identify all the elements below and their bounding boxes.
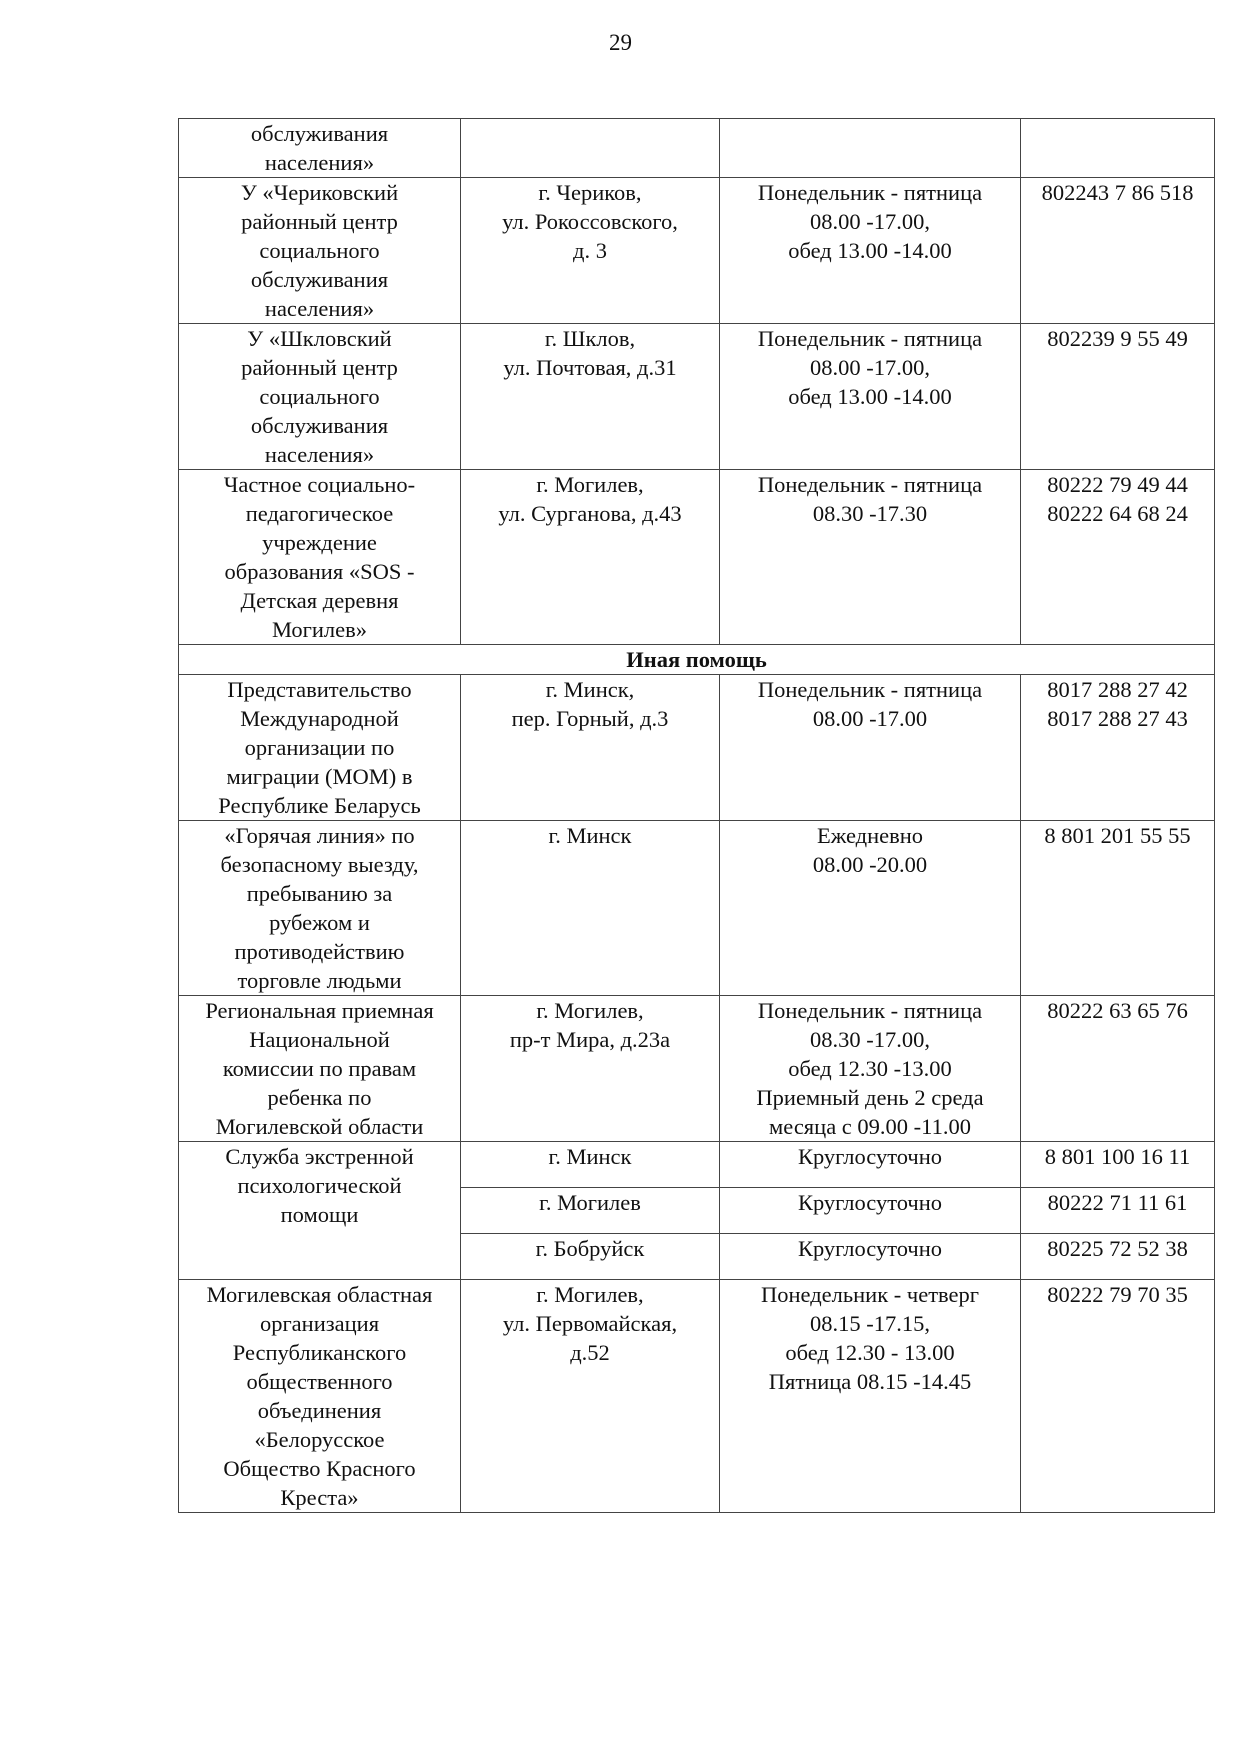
- hours-cell: [720, 1188, 1021, 1234]
- cell-line: Республиканского: [232, 1340, 407, 1365]
- cell-line: Приемный день 2 среда: [756, 1085, 984, 1110]
- cell-line: торговле людьми: [237, 968, 402, 993]
- cell-line: рубежом и: [269, 910, 370, 935]
- org-name-cell: [179, 119, 461, 178]
- cell-line: безопасному выезду,: [220, 852, 419, 877]
- hours-cell: [720, 821, 1021, 996]
- phone-cell: [1021, 821, 1215, 996]
- phone-cell: [1021, 675, 1215, 821]
- phone-cell: [1021, 1142, 1215, 1188]
- hours-cell: [720, 119, 1021, 178]
- cell-line: Понедельник - пятница: [757, 180, 983, 205]
- address-cell: [461, 119, 720, 178]
- section-header-row: [179, 645, 1215, 675]
- address-cell: [461, 324, 720, 470]
- hours-cell: [720, 178, 1021, 324]
- address-cell: [461, 470, 720, 645]
- cell-line: 80222 63 65 76: [1047, 998, 1188, 1023]
- cell-line: 80225 72 52 38: [1047, 1236, 1188, 1261]
- cell-line: г. Минск,: [545, 677, 635, 702]
- cell-line: Понедельник - пятница: [757, 326, 983, 351]
- cell-line: г. Могилев,: [536, 472, 644, 497]
- phone-cell: [1021, 1280, 1215, 1513]
- org-name-cell: [179, 324, 461, 470]
- address-cell: [461, 1142, 720, 1188]
- cell-line: миграции (МОМ) в: [226, 764, 413, 789]
- org-name-cell: [179, 675, 461, 821]
- cell-line: обед 13.00 -14.00: [788, 238, 952, 263]
- cell-line: ул. Почтовая, д.31: [503, 355, 677, 380]
- cell-line: комиссии по правам: [222, 1056, 417, 1081]
- hours-cell: [720, 1234, 1021, 1280]
- cell-line: 08.00 -17.00,: [810, 209, 930, 234]
- cell-line: Национальной: [249, 1027, 390, 1052]
- cell-line: 08.00 -17.00,: [810, 355, 930, 380]
- cell-line: Могилевская областная: [206, 1282, 433, 1307]
- cell-line: ул. Первомайская,: [502, 1311, 678, 1336]
- cell-line: Круглосуточно: [797, 1236, 943, 1261]
- cell-line: Республике Беларусь: [218, 793, 421, 818]
- cell-line: 08.15 -17.15,: [810, 1311, 930, 1336]
- cell-line: организация: [259, 1311, 380, 1336]
- cell-line: Понедельник - пятница: [757, 677, 983, 702]
- cell-line: обед 13.00 -14.00: [788, 384, 952, 409]
- hours-cell: [720, 675, 1021, 821]
- address-cell: [461, 996, 720, 1142]
- hours-cell: [720, 1280, 1021, 1513]
- address-cell: [461, 178, 720, 324]
- cell-line: Понедельник - пятница: [757, 472, 983, 497]
- phone-cell: [1021, 1188, 1215, 1234]
- cell-line: районный центр: [241, 209, 398, 234]
- cell-line: пребыванию за: [246, 881, 393, 906]
- cell-line: Понедельник - четверг: [760, 1282, 979, 1307]
- cell-line: У «Шкловский: [247, 326, 392, 351]
- cell-line: ул. Рокоссовского,: [502, 209, 678, 234]
- cell-line: педагогическое: [245, 501, 394, 526]
- cell-line: объединения: [257, 1398, 382, 1423]
- cell-line: «Горячая линия» по: [224, 823, 415, 848]
- cell-line: помощи: [280, 1202, 359, 1227]
- cell-line: Креста»: [280, 1485, 359, 1510]
- cell-line: населения»: [264, 296, 375, 321]
- cell-line: 08.30 -17.00,: [810, 1027, 930, 1052]
- cell-line: 8 801 100 16 11: [1044, 1144, 1191, 1169]
- cell-line: Круглосуточно: [797, 1190, 943, 1215]
- phone-cell: [1021, 178, 1215, 324]
- org-name-cell: [179, 1142, 461, 1280]
- cell-line: обед 12.30 - 13.00: [785, 1340, 955, 1365]
- cell-line: 08.30 -17.30: [812, 501, 928, 526]
- phone-cell: [1021, 119, 1215, 178]
- cell-line: обслуживания: [250, 267, 389, 292]
- address-cell: [461, 821, 720, 996]
- org-name-cell: [179, 821, 461, 996]
- address-cell: [461, 1234, 720, 1280]
- cell-line: 802239 9 55 49: [1047, 326, 1188, 351]
- address-cell: [461, 1188, 720, 1234]
- cell-line: 80222 64 68 24: [1047, 501, 1188, 526]
- cell-line: Ежедневно: [816, 823, 924, 848]
- table-row: [179, 470, 1215, 645]
- cell-line: 8017 288 27 43: [1047, 706, 1188, 731]
- cell-line: 8 801 201 55 55: [1044, 823, 1191, 848]
- cell-line: пр-т Мира, д.23а: [509, 1027, 671, 1052]
- cell-line: социального: [259, 238, 380, 263]
- cell-line: Частное социально-: [223, 472, 416, 497]
- table-row: [179, 1280, 1215, 1513]
- cell-line: 80222 71 11 61: [1047, 1190, 1188, 1215]
- cell-line: г. Шклов,: [544, 326, 636, 351]
- cell-line: учреждение: [262, 530, 377, 555]
- cell-line: 80222 79 49 44: [1047, 472, 1188, 497]
- cell-line: образования «SOS -: [224, 559, 415, 584]
- cell-line: Общество Красного: [223, 1456, 416, 1481]
- cell-line: ул. Сурганова, д.43: [498, 501, 682, 526]
- cell-line: противодействию: [234, 939, 405, 964]
- section-title: Иная помощь: [179, 645, 1215, 675]
- cell-line: Международной: [240, 706, 399, 731]
- cell-line: Понедельник - пятница: [757, 998, 983, 1023]
- org-name-cell: [179, 1280, 461, 1513]
- services-table: [178, 118, 1215, 1513]
- cell-line: У «Чериковский: [240, 180, 399, 205]
- cell-line: Могилев»: [271, 617, 368, 642]
- phone-cell: [1021, 1234, 1215, 1280]
- cell-line: пер. Горный, д.3: [511, 706, 669, 731]
- table-row: [179, 119, 1215, 178]
- cell-line: г. Чериков,: [538, 180, 642, 205]
- table-row: [179, 1142, 1215, 1188]
- cell-line: Круглосуточно: [797, 1144, 943, 1169]
- cell-line: Детская деревня: [240, 588, 399, 613]
- table-row: [179, 675, 1215, 821]
- cell-line: 80222 79 70 35: [1047, 1282, 1188, 1307]
- cell-line: организации по: [244, 735, 395, 760]
- cell-line: обслуживания: [250, 413, 389, 438]
- cell-line: г. Могилев,: [536, 1282, 644, 1307]
- cell-line: Служба экстренной: [225, 1144, 414, 1169]
- cell-line: д.52: [570, 1340, 610, 1365]
- cell-line: Пятница 08.15 -14.45: [768, 1369, 972, 1394]
- phone-cell: [1021, 470, 1215, 645]
- org-name-cell: [179, 996, 461, 1142]
- cell-line: 08.00 -17.00: [812, 706, 928, 731]
- cell-line: Региональная приемная: [205, 998, 434, 1023]
- cell-line: г. Могилев: [539, 1190, 641, 1215]
- cell-line: «Белорусское: [254, 1427, 385, 1452]
- cell-line: ребенка по: [267, 1085, 372, 1110]
- hours-cell: [720, 996, 1021, 1142]
- cell-line: населения»: [264, 442, 375, 467]
- table-row: [179, 996, 1215, 1142]
- cell-line: населения»: [264, 150, 375, 175]
- page-number: 29: [609, 30, 632, 55]
- org-name-cell: [179, 178, 461, 324]
- cell-line: обслуживания: [250, 121, 389, 146]
- cell-line: 802243 7 86 518: [1041, 180, 1194, 205]
- cell-line: Представительство: [227, 677, 412, 702]
- cell-line: г. Могилев,: [536, 998, 644, 1023]
- cell-line: социального: [259, 384, 380, 409]
- cell-line: д. 3: [573, 238, 607, 263]
- cell-line: психологической: [237, 1173, 402, 1198]
- address-cell: [461, 1280, 720, 1513]
- cell-line: г. Минск: [548, 1144, 632, 1169]
- hours-cell: [720, 324, 1021, 470]
- phone-cell: [1021, 324, 1215, 470]
- cell-line: общественного: [246, 1369, 393, 1394]
- org-name-cell: [179, 470, 461, 645]
- cell-line: Могилевской области: [215, 1114, 424, 1139]
- cell-line: районный центр: [241, 355, 398, 380]
- cell-line: г. Минск: [548, 823, 632, 848]
- hours-cell: [720, 1142, 1021, 1188]
- table-row: [179, 324, 1215, 470]
- table-row: [179, 178, 1215, 324]
- hours-cell: [720, 470, 1021, 645]
- table-row: [179, 821, 1215, 996]
- cell-line: г. Бобруйск: [535, 1236, 645, 1261]
- cell-line: месяца с 09.00 -11.00: [769, 1114, 971, 1139]
- address-cell: [461, 675, 720, 821]
- phone-cell: [1021, 996, 1215, 1142]
- cell-line: 08.00 -20.00: [812, 852, 928, 877]
- cell-line: обед 12.30 -13.00: [788, 1056, 952, 1081]
- cell-line: 8017 288 27 42: [1047, 677, 1188, 702]
